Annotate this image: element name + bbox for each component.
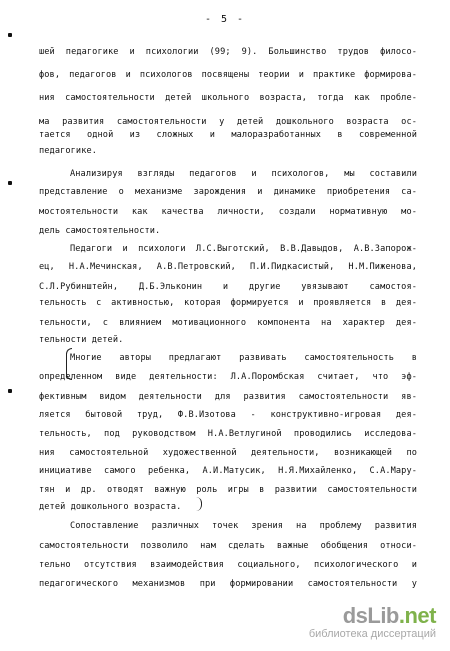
text-line: шей педагогике и психологии (99; 9). Большинство трудов филосо- — [39, 47, 417, 57]
text-line: самостоятельности позволило нам сделать важные обобщения относи- — [39, 541, 417, 551]
text-line: мостоятельности как качества личности, создали нормативную мо- — [39, 207, 417, 217]
text-line: тельности детей. — [39, 335, 124, 345]
text-line: дель самостоятельности. — [39, 226, 161, 236]
text-line: детей дошкольного возраста. — [39, 502, 182, 512]
text-line: С.Л.Рубинштейн, Д.Б.Эльконин и другие увязывают самостоя- — [39, 282, 417, 292]
watermark-caption: библиотека диссертаций — [308, 628, 436, 640]
text-line: ляется бытовой труд, Ф.В.Изотова - конструктивно-игровая дея- — [39, 410, 417, 420]
text-line: тельности, с влиянием мотивационного компонента на характер дея- — [39, 318, 417, 328]
watermark-logo-accent: .net — [398, 603, 436, 628]
margin-mark — [8, 33, 12, 37]
text-line: фов, педагогов и психологов посвящены теории и практике формирова- — [39, 70, 417, 80]
margin-mark — [8, 181, 12, 185]
text-line: педагогического механизмов при формировании самостоятельности у — [39, 579, 417, 589]
text-line: тельно отсутствия взаимодействия социального, психологического и — [39, 560, 417, 570]
text-line: Педагоги и психологи Л.С.Выготский, В.В.Давыдов, А.В.Запорож- — [70, 244, 417, 254]
text-line: ма развития самостоятельности у детей дошкольного возраста ос- — [39, 117, 417, 127]
watermark-logo — [309, 604, 436, 628]
text-line: Анализируя взгляды педагогов и психологов, мы составили — [70, 169, 417, 179]
text-line: ния самостоятельности детей школьного возраста, тогда как пробле- — [39, 93, 417, 103]
text-line: Многие авторы предлагают развивать самостоятельность в — [70, 353, 417, 363]
watermark — [309, 604, 436, 641]
text-line: ния самостоятельной художественной деятельности, возникающей по — [39, 448, 417, 458]
watermark-logo-main: dsLib — [342, 603, 399, 628]
text-line: представление о механизме зарождения и динамике приобретения са- — [39, 187, 417, 197]
text-line: тян и др. отводят важную роль игры в развитии самостоятельности — [39, 485, 417, 495]
text-line: Сопоставление различных точек зрения на проблему развития — [70, 521, 417, 531]
page-number: - 5 - — [204, 14, 246, 25]
text-line: тельность с активностью, которая формируется и проявляется в дея- — [39, 298, 417, 308]
text-line: фективным видом деятельности для развития самостоятельности яв- — [39, 392, 417, 402]
text-line: инициативе самого ребенка, А.И.Матусик, Н.Я.Михайленко, С.А.Мару- — [39, 466, 417, 476]
text-line: ец, Н.А.Мечинская, А.В.Петровский, П.И.Пидкасистый, Н.М.Пиженова, — [39, 262, 417, 272]
text-line: педагогике. — [39, 146, 98, 156]
text-line: тельность, под руководством Н.А.Ветлугиной проводились исследова- — [39, 429, 417, 439]
margin-mark — [8, 389, 12, 393]
text-line: определенном виде деятельности: Л.А.Поромбская считает, что эф- — [39, 372, 417, 382]
text-line: тается одной из сложных и малоразработанных в современной — [39, 130, 417, 140]
